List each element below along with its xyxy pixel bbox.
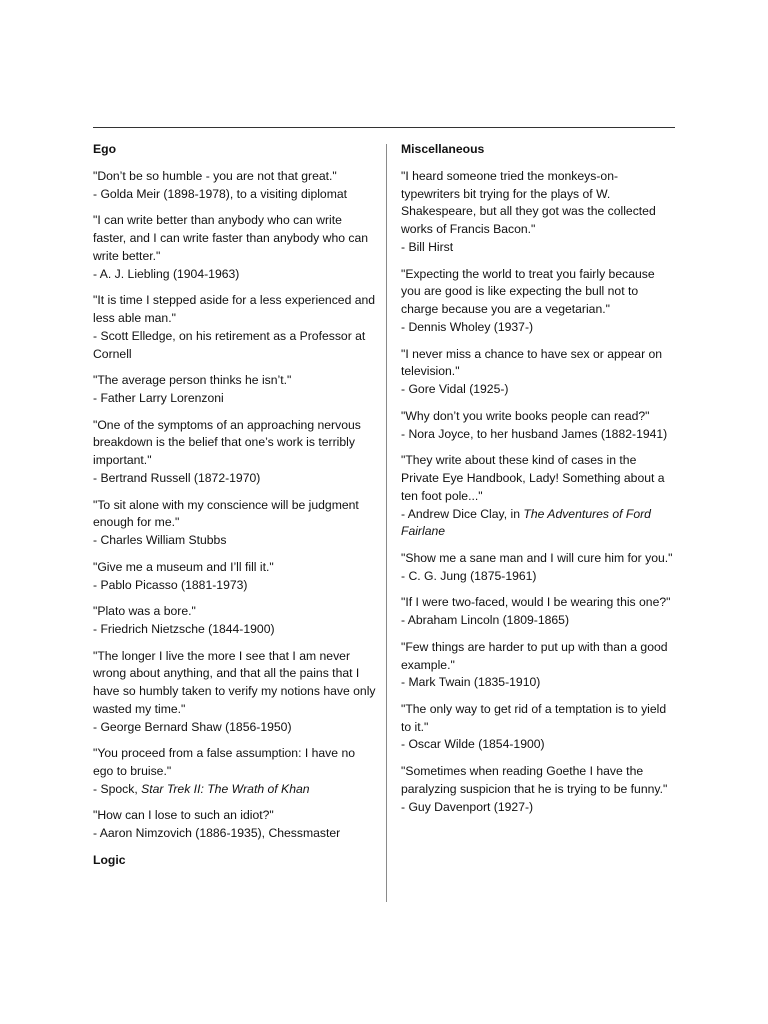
right-column	[401, 141, 676, 825]
quote-text: "They write about these kind of cases in the Private Eye Handbook, Lady! Something about a ten foot pole..."	[401, 453, 665, 503]
quote-text: "I never miss a chance to have sex or appear on television."	[401, 346, 663, 379]
quote-attribution	[93, 781, 378, 799]
quote-item	[401, 346, 676, 399]
quote-attribution: - Scott Elledge, on his retirement as a Professor at Cornell	[93, 328, 366, 361]
quote-text: "The longer I live the more I see that I am never wrong about anything, and that all the pains that I have so humbly taken to verify my notions have only wasted my time."	[93, 648, 376, 716]
quote-attribution: - Dennis Wholey (1937-)	[401, 319, 534, 334]
quote-attribution: - Bill Hirst	[401, 239, 454, 254]
quote-item	[93, 292, 378, 363]
quote-text: "The only way to get rid of a temptation is to yield to it."	[401, 701, 667, 734]
quote-attribution: - Mark Twain (1835-1910)	[401, 675, 541, 690]
quote-attribution: - Pablo Picasso (1881-1973)	[93, 577, 248, 592]
quote-item	[401, 168, 676, 257]
quote-attribution: - Bertrand Russell (1872-1970)	[93, 470, 261, 485]
quote-attribution: - Father Larry Lorenzoni	[93, 390, 224, 405]
quote-item	[93, 807, 378, 843]
quote-item	[93, 648, 378, 737]
quote-text: "Give me a museum and I’ll fill it."	[93, 559, 274, 574]
quote-item	[401, 550, 676, 586]
quote-item	[401, 452, 676, 541]
quote-attribution: - George Bernard Shaw (1856-1950)	[93, 719, 292, 734]
attribution-prefix: - Spock,	[93, 781, 142, 796]
attribution-work-title: The Adventures of Ford Fairlane	[401, 506, 651, 539]
quote-text: "Sometimes when reading Goethe I have the paralyzing suspicion that he is trying to be funny."	[401, 764, 668, 796]
quote-text: "Show me a sane man and I will cure him for you."	[401, 550, 673, 565]
quote-attribution: - Abraham Lincoln (1809-1865)	[401, 613, 570, 628]
quote-attribution: - A. J. Liebling (1904-1963)	[93, 266, 240, 281]
quote-attribution: - Gore Vidal (1925-)	[401, 382, 509, 397]
top-rule	[93, 127, 675, 128]
column-divider	[386, 144, 387, 902]
quote-item	[93, 417, 378, 488]
quote-text: "The average person thinks he isn’t."	[93, 373, 292, 388]
quote-item	[401, 408, 676, 444]
quote-text: "Don’t be so humble - you are not that great."	[93, 168, 337, 183]
quote-text: "Plato was a bore."	[93, 604, 196, 619]
quote-item	[93, 745, 378, 798]
quote-attribution: - Aaron Nimzovich (1886-1935), Chessmaster	[93, 826, 341, 841]
quote-attribution	[401, 506, 676, 542]
quote-text: "One of the symptoms of an approaching nervous breakdown is the belief that one’s work is terribly important."	[93, 417, 361, 468]
attribution-work-title: Star Trek II: The Wrath of Khan	[141, 781, 310, 796]
quote-item	[93, 212, 378, 283]
attribution-prefix: - Andrew Dice Clay, in	[401, 506, 524, 521]
quote-item	[401, 594, 676, 630]
quote-text: "Why don’t you write books people can read?"	[401, 408, 650, 423]
quote-item	[93, 559, 378, 595]
section-heading-logic: Logic	[93, 852, 126, 867]
quote-text: "To sit alone with my conscience will be judgment enough for me."	[93, 497, 359, 530]
quote-attribution: - Guy Davenport (1927-)	[401, 799, 534, 814]
quote-text: "I heard someone tried the monkeys-on-typewriters bit trying for the plays of W. Shakespeare, but all they got was the collected works of Francis Bacon."	[401, 168, 656, 237]
quote-item	[93, 497, 378, 550]
section-heading-ego: Ego	[93, 142, 117, 156]
quote-text: "Few things are harder to put up with than a good example."	[401, 639, 668, 672]
quote-item	[93, 372, 378, 408]
quote-text: "If I were two-faced, would I be wearing this one?"	[401, 595, 671, 610]
left-column	[93, 141, 378, 879]
quote-item	[401, 701, 676, 754]
quote-attribution: - Golda Meir (1898-1978), to a visiting diplomat	[93, 186, 348, 201]
quote-text: "You proceed from a false assumption: I have no ego to bruise."	[93, 746, 356, 779]
quote-attribution: - C. G. Jung (1875-1961)	[401, 568, 537, 583]
quote-item	[401, 639, 676, 692]
quote-text: "Expecting the world to treat you fairly because you are good is like expecting the bull not to charge because you are a vegetarian."	[401, 266, 655, 317]
quote-text: "It is time I stepped aside for a less experienced and less able man."	[93, 293, 376, 325]
quote-attribution: - Oscar Wilde (1854-1900)	[401, 737, 545, 752]
quote-attribution: - Friedrich Nietzsche (1844-1900)	[93, 621, 275, 636]
quote-attribution: - Nora Joyce, to her husband James (1882-1941)	[401, 426, 668, 441]
quote-text: "I can write better than anybody who can write faster, and I can write faster than anybody who can write better."	[93, 213, 369, 263]
quote-item	[93, 168, 378, 204]
quote-item	[401, 763, 676, 816]
quote-item	[93, 603, 378, 639]
quote-text: "How can I lose to such an idiot?"	[93, 808, 274, 823]
section-heading-miscellaneous: Miscellaneous	[401, 142, 485, 156]
quote-item	[401, 266, 676, 337]
quote-attribution: - Charles William Stubbs	[93, 533, 227, 548]
